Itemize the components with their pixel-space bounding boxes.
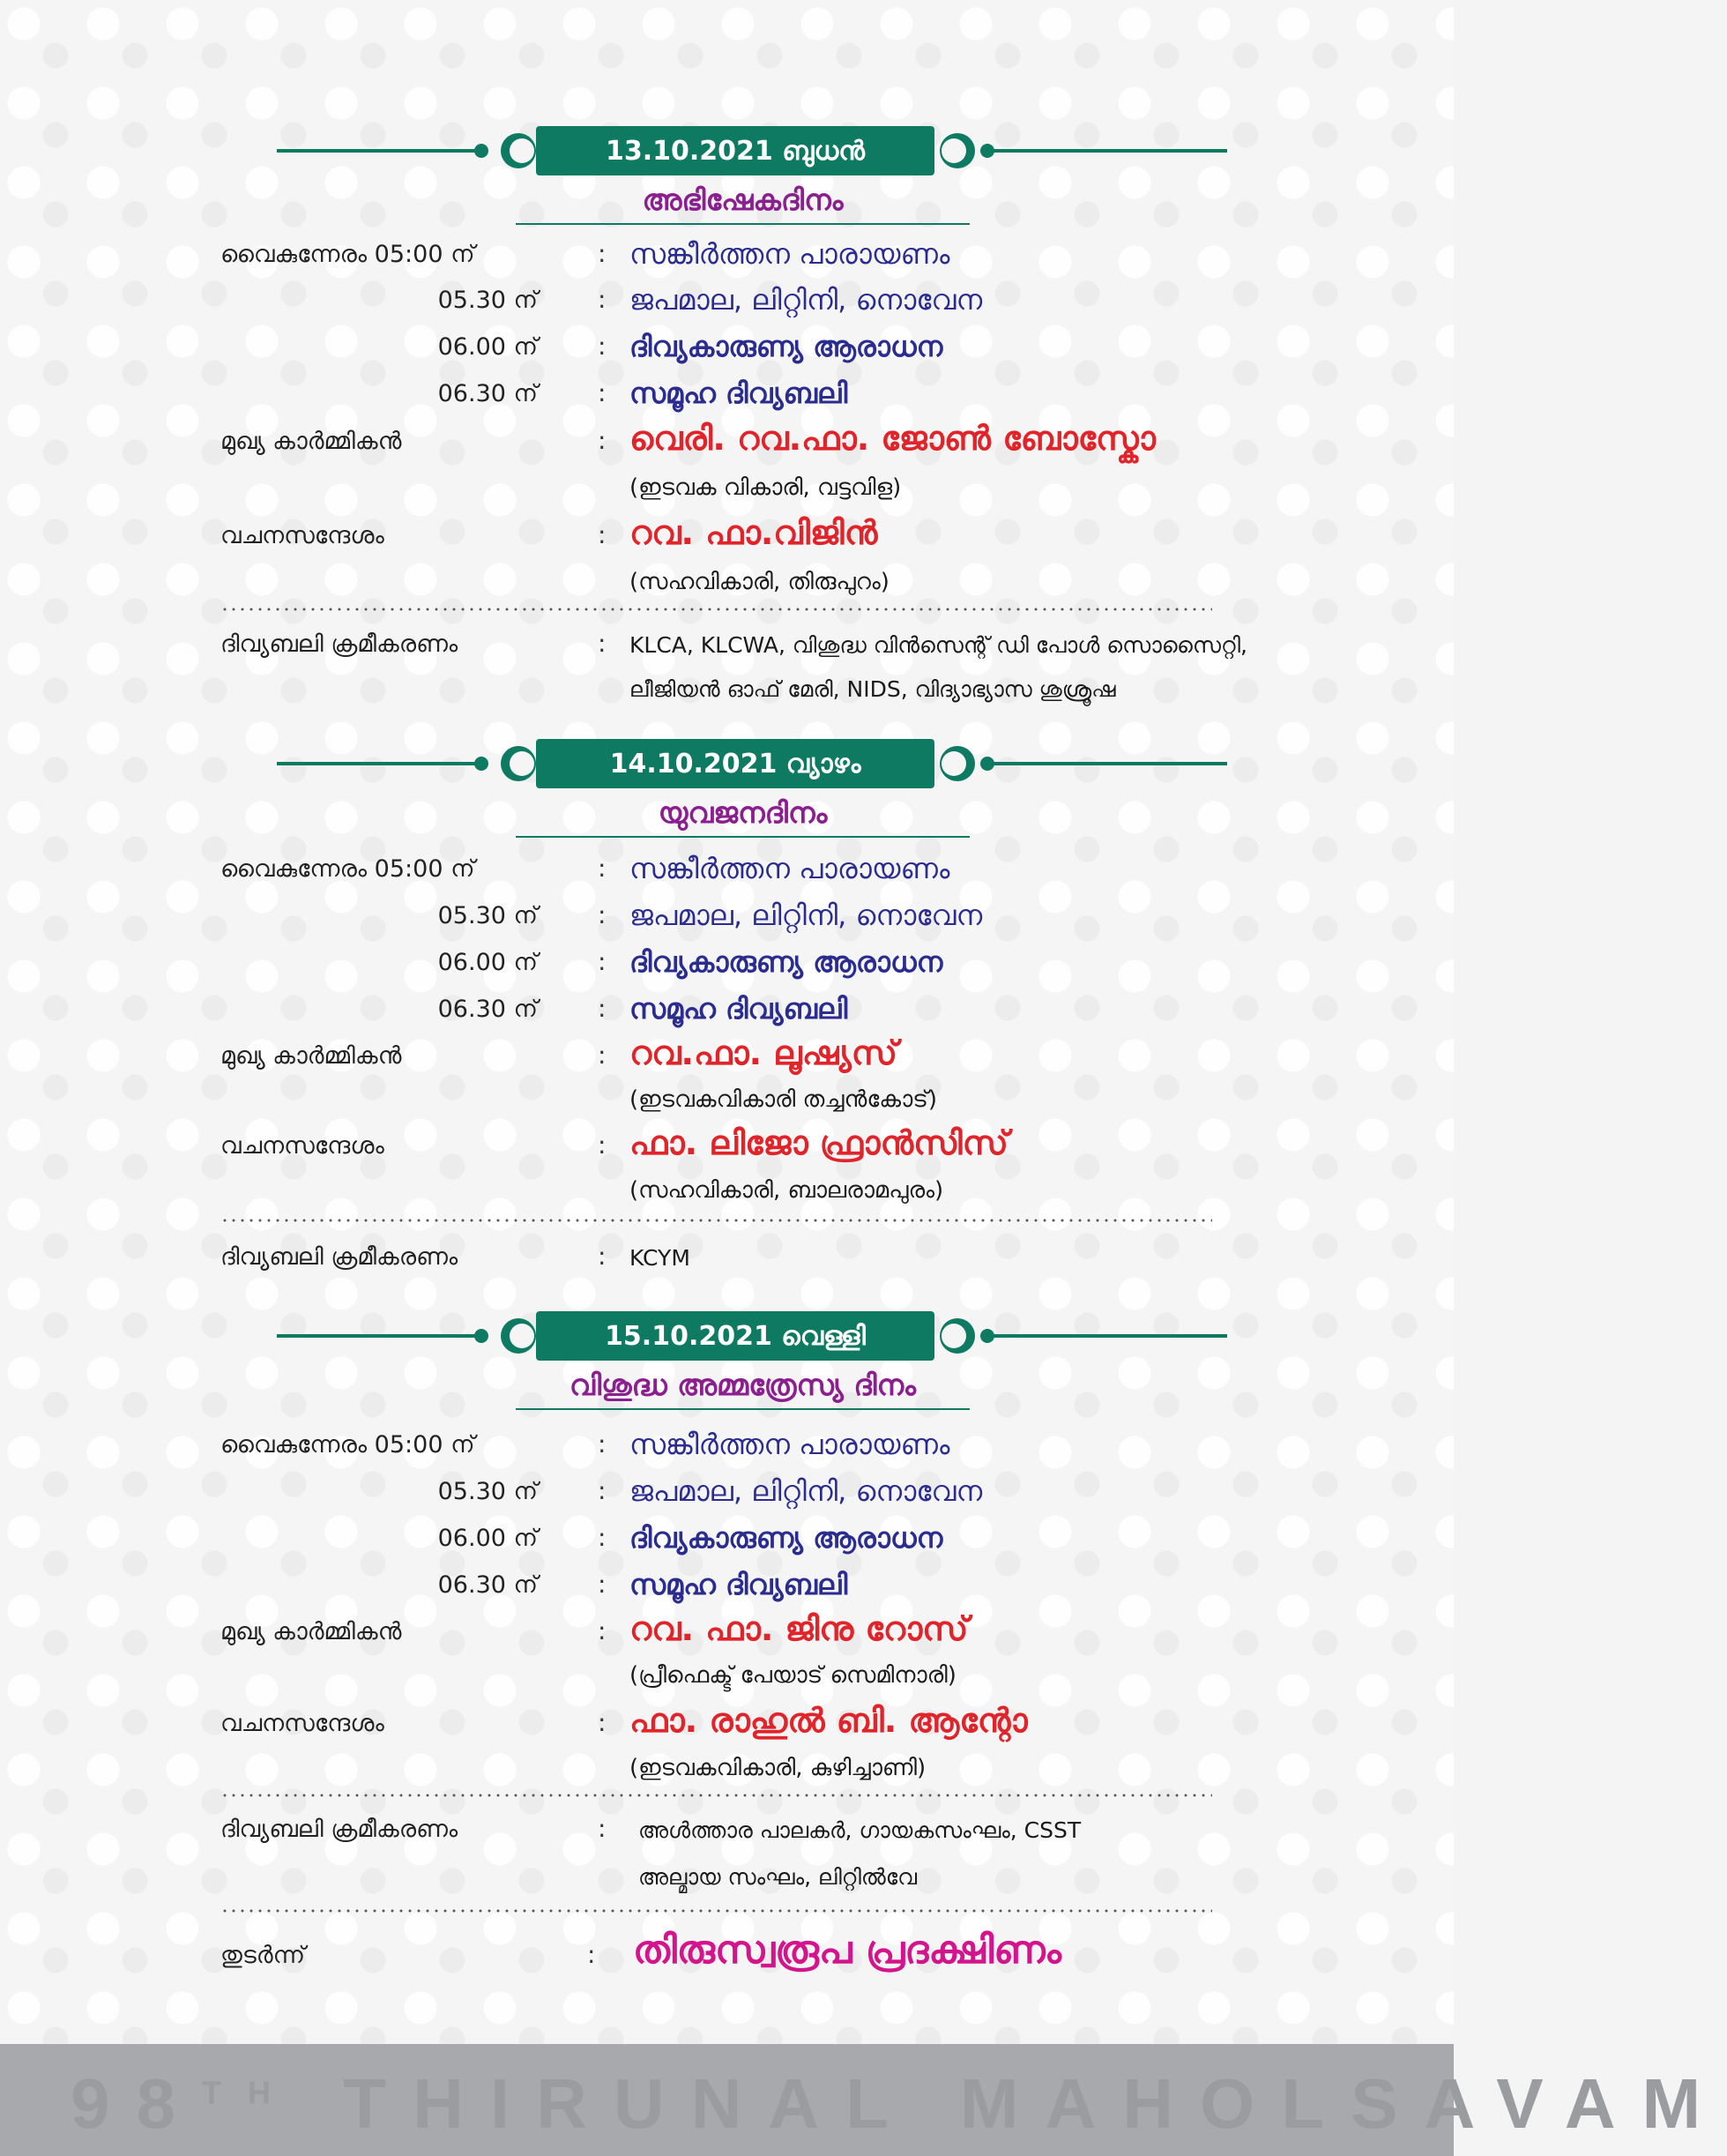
arrangement-line-1: KLCA, KLCWA, വിശുദ്ധ വിൻസെന്റ് ഡി പോൾ സൊസൈറ്റി, (629, 632, 1247, 658)
arrangement-label: ദിവ്യബലി ക്രമീകരണം (220, 1243, 458, 1271)
banner-line-right (994, 149, 1227, 153)
banner-dot-left (474, 1329, 488, 1343)
preacher-note: (സഹവികാരി, തിരുപുറം) (629, 569, 890, 595)
footer-band (0, 2044, 1727, 2156)
colon: : (598, 854, 607, 883)
program-item: ജപമാല, ലിറ്റിനി, നൊവേന (629, 899, 983, 932)
celebrant-label: മുഖ്യ കാർമ്മികൻ (220, 1042, 402, 1070)
dotted-divider (220, 608, 1212, 611)
date-banner (0, 126, 1454, 175)
arrangement-row (0, 625, 1454, 669)
preacher-row (0, 1123, 1454, 1171)
celebrant-note: (പ്രീഫെക്ട് പേയാട് സെമിനാരി) (629, 1662, 957, 1689)
schedule-row (0, 897, 1454, 941)
time-label: വൈകുന്നേരം 05:00 ന് (220, 241, 475, 268)
colon: : (598, 426, 607, 455)
day-title: വിശുദ്ധ അമ്മത്രേസ്യ ദിനം (516, 1362, 970, 1410)
celebrant-row (0, 419, 1454, 466)
banner-line-right (994, 1334, 1227, 1338)
colon: : (598, 239, 607, 268)
program-item: സങ്കീർത്തന പാരായണം (629, 237, 950, 271)
program-item: ദിവ്യകാരുണ്യ ആരാധന (629, 945, 943, 979)
arrangement-line-2: അല്മായ സംഘം, ലിറ്റിൽവേ (638, 1864, 918, 1890)
watermark-number: 98 (71, 2064, 202, 2143)
time-label: 06.00 ന് (437, 949, 538, 976)
banner-dot-right (980, 757, 994, 771)
date-label: 15.10.2021 വെള്ളി (536, 1311, 934, 1361)
footer-watermark (71, 2063, 1727, 2145)
watermark-text: THIRUNAL MAHOLSAVAM (343, 2064, 1727, 2143)
program-item: ജപമാല, ലിറ്റിനി, നൊവേന (629, 283, 983, 317)
watermark-suffix: TH (201, 2074, 297, 2111)
arrangement-row (0, 1238, 1454, 1282)
schedule-row (0, 1426, 1454, 1470)
date-label: 14.10.2021 വ്യാഴം (536, 739, 934, 788)
arrangement-line-1: അൾത്താര പാലകർ, ഗായകസംഘം, CSST (638, 1817, 1082, 1843)
celebrant-name: റവ.ഫാ. ലൂഷ്യസ് (629, 1033, 897, 1072)
celebrant-row (0, 1609, 1454, 1657)
banner-ring-right (940, 1318, 975, 1354)
colon: : (598, 1476, 607, 1505)
preacher-row (0, 1701, 1454, 1749)
banner-dot-right (980, 144, 994, 158)
celebrant-label: മുഖ്യ കാർമ്മികൻ (220, 428, 402, 455)
program-item: ജപമാല, ലിറ്റിനി, നൊവേന (629, 1474, 983, 1508)
program-item: സമൂഹ ദിവ്യബലി (629, 1568, 848, 1601)
colon: : (598, 520, 607, 549)
time-label: വൈകുന്നേരം 05:00 ന് (220, 1431, 475, 1458)
schedule-row (0, 1473, 1454, 1517)
celebrant-row (0, 1033, 1454, 1081)
celebrant-label: മുഖ്യ കാർമ്മികൻ (220, 1618, 402, 1645)
colon: : (598, 629, 607, 658)
arrangement-line-1: KCYM (629, 1245, 690, 1271)
banner-ring-left (501, 133, 536, 168)
preacher-name: ഫാ. ലിജോ ഫ്രാൻസിസ് (629, 1123, 1009, 1162)
colon: : (598, 1708, 607, 1737)
banner-line-left (277, 762, 480, 765)
date-banner (0, 739, 1454, 788)
dotted-divider (220, 1909, 1212, 1913)
dotted-divider (220, 1794, 1212, 1797)
preacher-label: വചനസന്ദേശം (220, 522, 384, 549)
banner-line-left (277, 149, 480, 153)
date-label: 13.10.2021 ബുധൻ (536, 126, 934, 175)
time-label: 05.30 ന് (437, 902, 538, 929)
followed-by-label: തുടർന്ന് (220, 1942, 306, 1969)
preacher-row (0, 513, 1454, 561)
banner-ring-right (940, 746, 975, 781)
program-item: ദിവ്യകാരുണ്യ ആരാധന (629, 330, 943, 363)
preacher-label: വചനസന്ദേശം (220, 1132, 384, 1160)
time-label: 05.30 ന് (437, 1478, 538, 1505)
banner-dot-right (980, 1329, 994, 1343)
colon: : (598, 994, 607, 1023)
schedule-row (0, 990, 1454, 1034)
banner-ring-left (501, 746, 536, 781)
program-item: ദിവ്യകാരുണ്യ ആരാധന (629, 1521, 943, 1555)
program-item: സങ്കീർത്തന പാരായണം (629, 852, 950, 885)
program-item: സമൂഹ ദിവ്യബലി (629, 377, 848, 410)
program-item: സമൂഹ ദിവ്യബലി (629, 992, 848, 1026)
celebrant-note: (ഇടവകവികാരി തച്ചൻകോട്) (629, 1086, 938, 1113)
day-title: അഭിഷേകദിനം (516, 177, 970, 225)
celebrant-name: വെരി. റവ.ഫാ. ജോൺ ബോസ്കോ (629, 419, 1156, 458)
preacher-note: (ഇടവകവികാരി, കുഴിച്ചാണി) (629, 1755, 927, 1781)
celebrant-note: (ഇടവക വികാരി, വട്ടവിള) (629, 474, 902, 501)
colon: : (598, 1130, 607, 1160)
procession-title: തിരുസ്വരൂപ പ്രദക്ഷിണം (633, 1928, 1061, 1973)
colon: : (598, 1814, 607, 1843)
preacher-name: റവ. ഫാ.വിജിൻ (629, 513, 878, 552)
colon: : (598, 1523, 607, 1552)
banner-ring-left (501, 1318, 536, 1354)
schedule-row (0, 1519, 1454, 1563)
date-banner (0, 1311, 1454, 1361)
banner-ring-right (940, 133, 975, 168)
arrangement-row (0, 1810, 1454, 1854)
time-label: 06.00 ന് (437, 333, 538, 361)
schedule-row (0, 235, 1454, 280)
time-label: 05.30 ന് (437, 287, 538, 314)
time-label: 06.30 ന് (437, 1571, 538, 1599)
time-label: വൈകുന്നേരം 05:00 ന് (220, 855, 475, 883)
preacher-name: ഫാ. രാഹുൽ ബി. ആന്റോ (629, 1701, 1028, 1740)
day-title: യുവജനദിനം (516, 790, 970, 838)
colon: : (598, 1429, 607, 1458)
schedule-row (0, 850, 1454, 894)
colon: : (598, 1616, 607, 1645)
colon: : (598, 378, 607, 407)
time-label: 06.30 ന് (437, 996, 538, 1023)
colon: : (598, 1570, 607, 1599)
arrangement-label: ദിവ്യബലി ക്രമീകരണം (220, 630, 458, 658)
program-item: സങ്കീർത്തന പാരായണം (629, 1428, 950, 1461)
colon: : (587, 1940, 596, 1969)
arrangement-label: ദിവ്യബലി ക്രമീകരണം (220, 1816, 458, 1843)
colon: : (598, 947, 607, 976)
banner-line-left (277, 1334, 480, 1338)
colon: : (598, 1242, 607, 1271)
celebrant-name: റവ. ഫാ. ജിനു റോസ് (629, 1609, 969, 1648)
banner-dot-left (474, 757, 488, 771)
preacher-label: വചനസന്ദേശം (220, 1710, 384, 1737)
colon: : (598, 900, 607, 929)
schedule-row (0, 281, 1454, 325)
banner-line-right (994, 762, 1227, 765)
schedule-row (0, 328, 1454, 372)
colon: : (598, 285, 607, 314)
time-label: 06.30 ന് (437, 380, 538, 407)
banner-dot-left (474, 144, 488, 158)
colon: : (598, 332, 607, 361)
dotted-divider (220, 1219, 1212, 1222)
schedule-row (0, 944, 1454, 988)
arrangement-line-2: ലീജിയൻ ഓഫ് മേരി, NIDS, വിദ്യാഭ്യാസ ശുശ്രൂഷ (629, 676, 1116, 702)
schedule-row (0, 1566, 1454, 1610)
preacher-note: (സഹവികാരി, ബാലരാമപുരം) (629, 1177, 944, 1204)
time-label: 06.00 ന് (437, 1525, 538, 1552)
schedule-row (0, 375, 1454, 419)
colon: : (598, 1041, 607, 1070)
